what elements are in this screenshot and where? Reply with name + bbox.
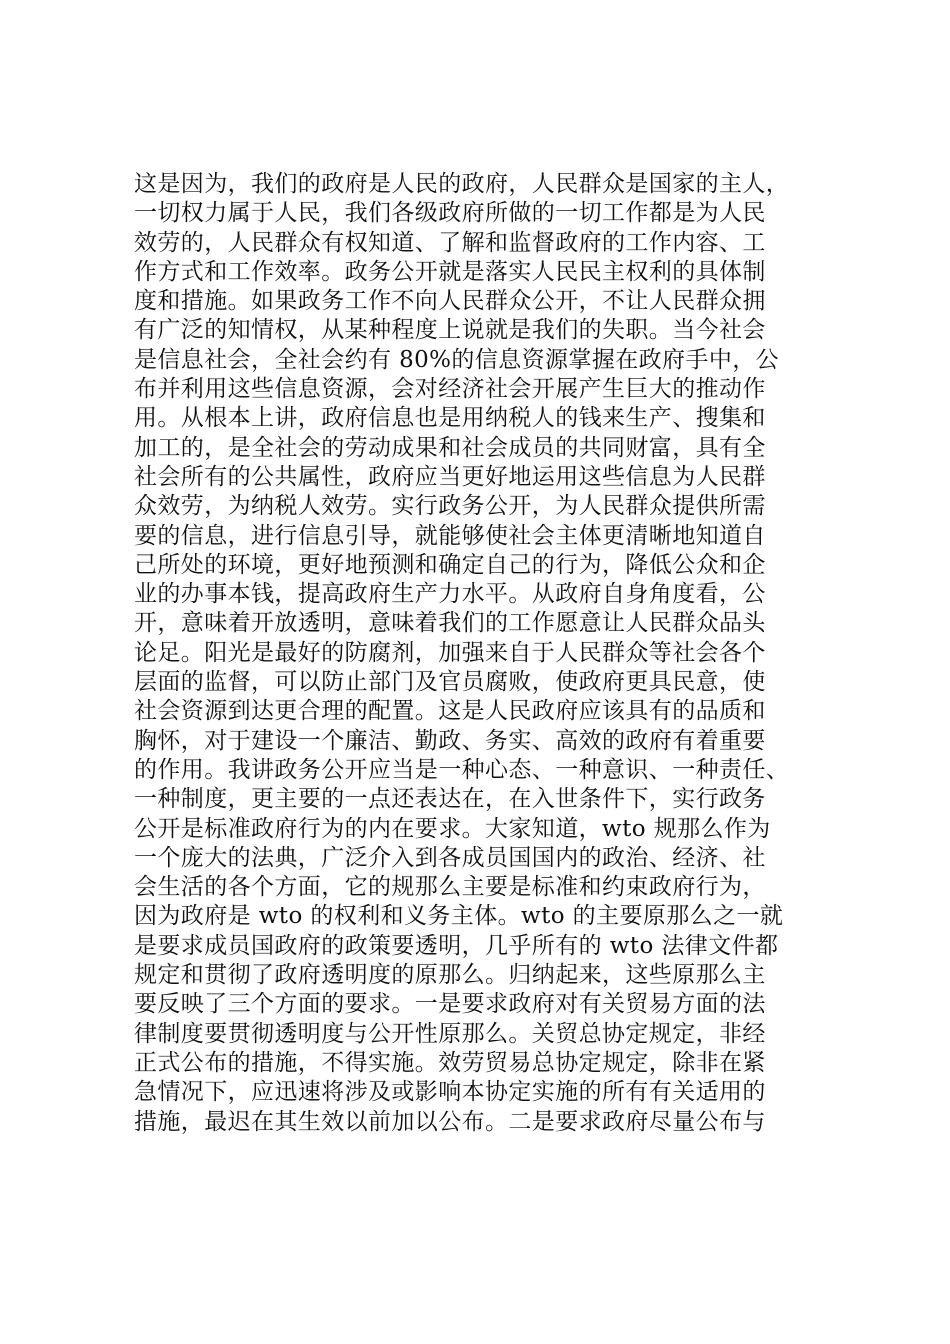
- text-line: 社会资源到达更合理的配置。这是人民政府应该具有的品质和: [134, 698, 766, 725]
- text-line: 是信息社会，全社会约有 80%的信息资源掌握在政府手中，公: [134, 346, 780, 373]
- text-line: 有广泛的知情权，从某种程度上说就是我们的失职。当今社会: [134, 317, 766, 344]
- text-line: 的作用。我讲政务公开应当是一种心态、一种意识、一种责任、: [134, 756, 790, 783]
- text-line: 一个庞大的法典，广泛介入到各成员国国内的政治、经济、社: [134, 844, 766, 871]
- text-line: 效劳的，人民群众有权知道、了解和监督政府的工作内容、工: [134, 229, 766, 256]
- text-line: 己所处的环境，更好地预测和确定自己的行为，降低公众和企: [134, 551, 766, 578]
- text-line: 层面的监督，可以防止部门及官员腐败，使政府更具民意，使: [134, 669, 766, 696]
- text-line: 公开是标准政府行为的内在要求。大家知道，wto 规那么作为: [134, 815, 771, 842]
- text-line: 布并利用这些信息资源，会对经济社会开展产生巨大的推动作: [134, 376, 766, 403]
- text-line: 会生活的各个方面，它的规那么主要是标准和约束政府行为，: [134, 874, 766, 901]
- text-line: 因为政府是 wto 的权利和义务主体。wto 的主要原那么之一就: [134, 903, 784, 930]
- text-line: 作方式和工作效率。政务公开就是落实人民民主权利的具体制: [134, 258, 766, 285]
- body-paragraph: [134, 170, 824, 1137]
- text-line: 论足。阳光是最好的防腐剂，加强来自于人民群众等社会各个: [134, 639, 766, 666]
- text-line: 正式公布的措施，不得实施。效劳贸易总协定规定，除非在紧: [134, 1049, 766, 1076]
- text-line: 急情况下，应迅速将涉及或影响本协定实施的所有有关适用的: [134, 1079, 766, 1106]
- text-line: 一种制度，更主要的一点还表达在，在入世条件下，实行政务: [134, 786, 766, 813]
- text-line: 社会所有的公共属性，政府应当更好地运用这些信息为人民群: [134, 463, 766, 490]
- text-line: 是要求成员国政府的政策要透明，几乎所有的 wto 法律文件都: [134, 932, 779, 959]
- text-line: 要反映了三个方面的要求。一是要求政府对有关贸易方面的法: [134, 991, 766, 1018]
- text-line: 业的办事本钱，提高政府生产力水平。从政府自身角度看，公: [134, 581, 766, 608]
- text-line: 度和措施。如果政务工作不向人民群众公开，不让人民群众拥: [134, 288, 766, 315]
- text-line: 措施，最迟在其生效以前加以公布。二是要求政府尽量公布与: [134, 1108, 766, 1135]
- text-line: 一切权力属于人民，我们各级政府所做的一切工作都是为人民: [134, 200, 766, 227]
- text-line: 规定和贯彻了政府透明度的原那么。归纳起来，这些原那么主: [134, 962, 766, 989]
- text-line: 开，意味着开放透明，意味着我们的工作愿意让人民群众品头: [134, 610, 766, 637]
- text-line: 众效劳，为纳税人效劳。实行政务公开，为人民群众提供所需: [134, 493, 766, 520]
- text-line: 要的信息，进行信息引导，就能够使社会主体更清晰地知道自: [134, 522, 766, 549]
- text-line: 胸怀，对于建设一个廉洁、勤政、务实、高效的政府有着重要: [134, 727, 766, 754]
- text-line: 这是因为，我们的政府是人民的政府，人民群众是国家的主人，: [134, 171, 790, 197]
- text-line: 律制度要贯彻透明度与公开性原那么。关贸总协定规定，非经: [134, 1020, 766, 1047]
- text-line: 用。从根本上讲，政府信息也是用纳税人的钱来生产、搜集和: [134, 405, 766, 432]
- text-line: 加工的，是全社会的劳动成果和社会成员的共同财富，具有全: [134, 434, 766, 461]
